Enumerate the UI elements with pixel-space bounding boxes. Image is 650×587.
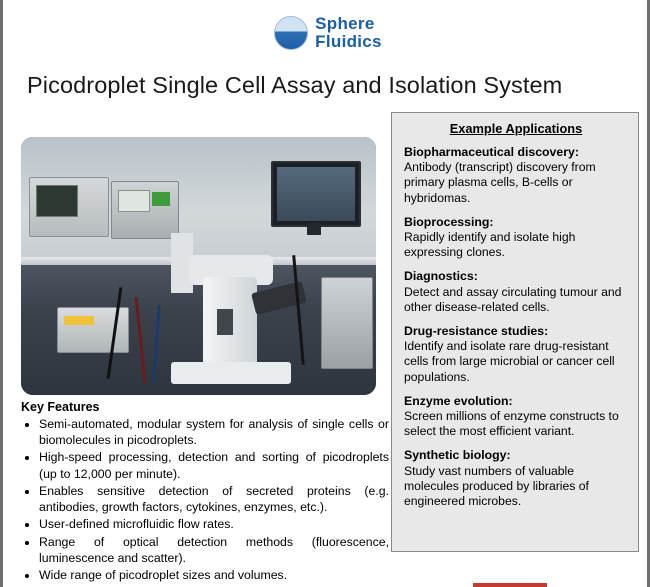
application-item <box>404 324 628 385</box>
application-body: Antibody (transcript) discovery from primary plasma cells, B-cells or hybridomas. <box>404 160 596 205</box>
list-item: • Enables sensitive detection of secreted proteins (e.g. antibodies, growth factors, cytokines, enzymes, etc.). <box>39 483 389 515</box>
application-item <box>404 394 628 440</box>
example-applications-box <box>391 112 639 552</box>
application-heading: Enzyme evolution: <box>404 393 513 408</box>
application-heading: Bioprocessing: <box>404 214 494 229</box>
list-item: • Range of optical detection methods (fluorescence, luminescence and scatter). <box>39 534 389 566</box>
list-item: • User-defined microfluidic flow rates. <box>39 516 389 532</box>
application-body: Detect and assay circulating tumour and other disease-related cells. <box>404 284 622 314</box>
brand-name-line1: Sphere <box>315 14 375 34</box>
laboratory-microscope-photo <box>21 137 376 395</box>
application-body: Rapidly identify and isolate high expressing clones. <box>404 230 576 260</box>
page-bottom-edge <box>3 583 650 587</box>
page-title: Picodroplet Single Cell Assay and Isolation System <box>27 72 563 98</box>
key-features-heading: Key Features <box>21 400 100 414</box>
key-features-list <box>21 416 389 583</box>
brand-logo <box>3 8 650 58</box>
application-body: Identify and isolate rare drug-resistant cells from large microbial or cancer cell populations. <box>404 339 615 384</box>
application-item <box>404 448 628 509</box>
key-features-section <box>21 400 389 584</box>
list-item: • High-speed processing, detection and sorting of picodroplets (up to 12,000 per minute). <box>39 449 389 481</box>
application-body: Study vast numbers of valuable molecules produced by libraries of engineered microbes. <box>404 463 589 508</box>
application-body: Screen millions of enzyme constructs to select the most efficient variant. <box>404 409 619 439</box>
application-heading: Drug-resistance studies: <box>404 323 549 338</box>
application-heading: Diagnostics: <box>404 269 478 284</box>
red-marker <box>473 583 547 587</box>
brand-name-line2: Fluidics <box>315 32 382 51</box>
application-heading: Biopharmaceutical discovery: <box>404 145 579 159</box>
application-heading: Synthetic biology: <box>404 448 511 463</box>
list-item: • Wide range of picodroplet sizes and volumes. <box>39 567 389 583</box>
sphere-logo-icon <box>274 16 308 50</box>
application-item <box>404 215 628 261</box>
application-item <box>404 145 628 206</box>
applications-title: Example Applications <box>449 121 583 136</box>
application-item <box>404 269 628 315</box>
list-item: • Semi-automated, modular system for analysis of single cells or biomolecules in picodroplets. <box>39 416 389 448</box>
